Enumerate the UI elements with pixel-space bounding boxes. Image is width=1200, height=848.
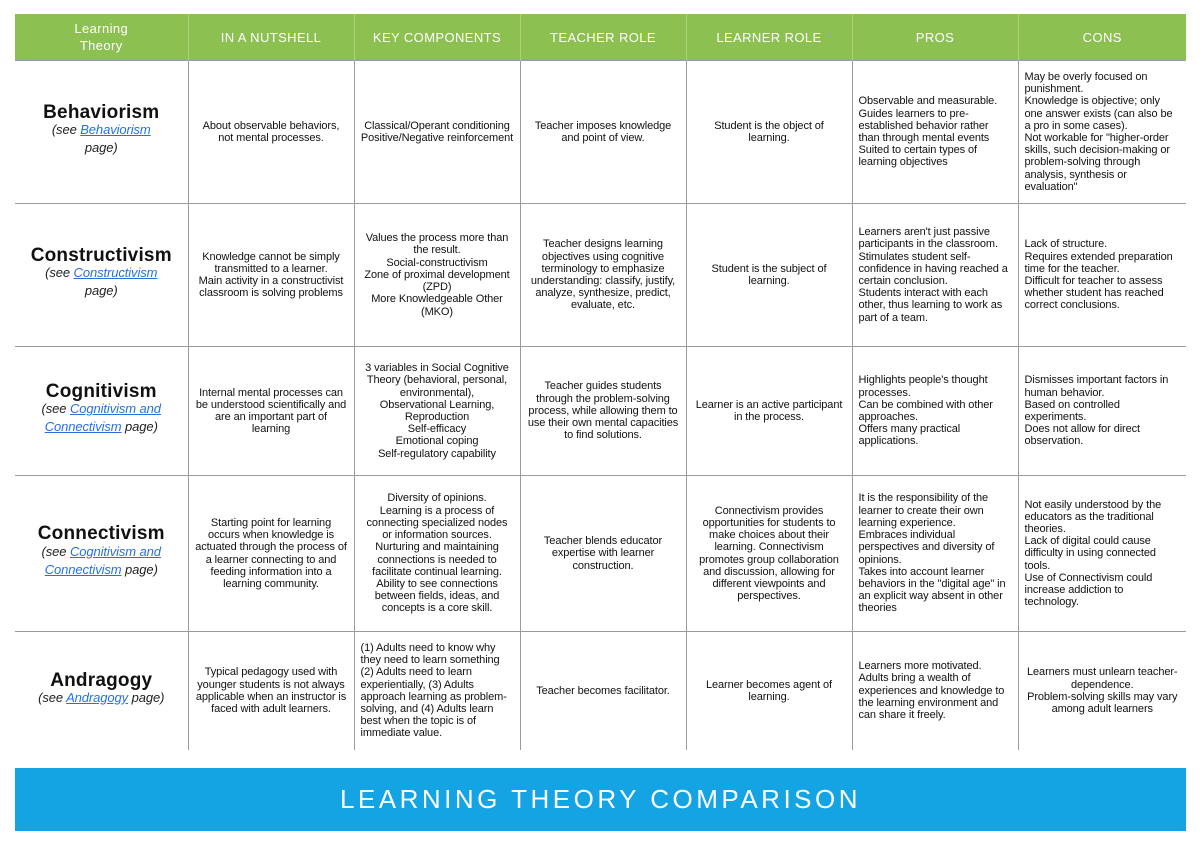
cons-cell: May be overly focused on punishment. Knowledge is objective; only one answer exists (can also be a pro in some cases). Not workable for "higher-order skills, such decision-making or problem-solving through analysis, synthesis or evaluation" bbox=[1018, 61, 1186, 204]
header-in-a-nutshell: IN A NUTSHELL bbox=[188, 14, 354, 61]
theory-name: Constructivism bbox=[30, 244, 172, 266]
header-cons: CONS bbox=[1018, 14, 1186, 61]
learner-role-cell: Learner becomes agent of learning. bbox=[686, 632, 852, 750]
page-title-banner: LEARNING THEORY COMPARISON bbox=[15, 768, 1186, 831]
teacher-role-cell: Teacher becomes facilitator. bbox=[520, 632, 686, 750]
see-prefix: (see bbox=[41, 401, 70, 417]
table-row bbox=[15, 61, 1186, 204]
teacher-role-cell: Teacher guides students through the problem-solving process, while allowing them to use their own mental capacities to find solutions. bbox=[520, 347, 686, 476]
see-suffix: page) bbox=[121, 561, 158, 577]
teacher-role-cell: Teacher designs learning objectives using cognitive terminology to emphasize understanding: classify, justify, analyze, synthesize, predict, evaluate, etc. bbox=[520, 204, 686, 347]
theory-cell bbox=[15, 61, 188, 204]
components-cell: Diversity of opinions. Learning is a process of connecting specialized nodes or information sources. Nurturing and maintaining connections is needed to facilitate continual learning. Ability to see connections between fields, ideas, and concepts is a core skill. bbox=[354, 476, 520, 632]
cons-cell: Lack of structure. Requires extended preparation time for the teacher. Difficult for teacher to assess whether student has reached correct conclusions. bbox=[1018, 204, 1186, 347]
theory-page-link[interactable]: Constructivism bbox=[73, 265, 158, 281]
theory-name: Andragogy bbox=[50, 669, 153, 691]
teacher-role-cell: Teacher blends educator expertise with learner construction. bbox=[520, 476, 686, 632]
cons-cell: Dismisses important factors in human behavior. Based on controlled experiments. Does not allow for direct observation. bbox=[1018, 347, 1186, 476]
theory-see-note bbox=[45, 265, 157, 298]
see-suffix: page) bbox=[84, 283, 118, 299]
components-cell: Values the process more than the result. Social-constructivism Zone of proximal development (ZPD) More Knowledgeable Other (MKO) bbox=[354, 204, 520, 347]
cons-cell: Learners must unlearn teacher-dependence. Problem-solving skills may vary among adult learners bbox=[1018, 632, 1186, 750]
see-suffix: page) bbox=[121, 419, 158, 435]
pros-cell: Observable and measurable. Guides learners to pre-established behavior rather than through mental events Suited to certain types of learning objectives bbox=[852, 61, 1018, 204]
see-prefix: (see bbox=[51, 122, 81, 138]
components-cell: 3 variables in Social Cognitive Theory (behavioral, personal, environmental), Observational Learning, Reproduction Self-efficacy Emotional coping Self-regulatory capability bbox=[354, 347, 520, 476]
theory-cell bbox=[15, 632, 188, 750]
nutshell-cell: Knowledge cannot be simply transmitted to a learner. Main activity in a constructivist classroom is solving problems bbox=[188, 204, 354, 347]
theory-cell bbox=[15, 204, 188, 347]
header-learning-theory: Learning Theory bbox=[15, 14, 188, 61]
theory-see-note bbox=[52, 122, 151, 155]
pros-cell: Learners more motivated. Adults bring a wealth of experiences and knowledge to the learning environment and can share it freely. bbox=[852, 632, 1018, 750]
comparison-table bbox=[15, 14, 1186, 750]
theory-page-link[interactable]: Andragogy bbox=[66, 689, 129, 705]
theory-cell bbox=[15, 476, 188, 632]
components-cell: (1) Adults need to know why they need to learn something (2) Adults need to learn experientially, (3) Adults approach learning as problem-solving, and (4) Adults learn best when the topic is of immediate value. bbox=[354, 632, 520, 750]
header-pros: PROS bbox=[852, 14, 1018, 61]
header-teacher-role: TEACHER ROLE bbox=[520, 14, 686, 61]
theory-see-note bbox=[42, 544, 161, 577]
teacher-role-cell: Teacher imposes knowledge and point of view. bbox=[520, 61, 686, 204]
see-prefix: (see bbox=[38, 689, 67, 705]
nutshell-cell: Typical pedagogy used with younger students is not always applicable when an instructor is faced with adult learners. bbox=[188, 632, 354, 750]
pros-cell: Learners aren't just passive participants in the classroom. Stimulates student self-confidence in having reached a certain conclusion. Students interact with each other, thus learning to work as part of a team. bbox=[852, 204, 1018, 347]
learner-role-cell: Learner is an active participant in the process. bbox=[686, 347, 852, 476]
theory-page-link[interactable]: Behaviorism bbox=[80, 122, 151, 138]
theory-page-link[interactable]: Cognitivism and Connectivism bbox=[44, 543, 161, 577]
header-learner-role: LEARNER ROLE bbox=[686, 14, 852, 61]
theory-see-note bbox=[38, 690, 164, 705]
theory-name: Connectivism bbox=[37, 523, 165, 545]
theory-page-link[interactable]: Cognitivism and Connectivism bbox=[44, 401, 161, 435]
see-suffix: page) bbox=[128, 689, 165, 705]
pros-cell: It is the responsibility of the learner to create their own learning experience. Embraces individual perspectives and diversity of opinions. Takes into account learner behaviors in the "digital age" in an explicit way absent in other theories bbox=[852, 476, 1018, 632]
nutshell-cell: Internal mental processes can be understood scientifically and are an important part of learning bbox=[188, 347, 354, 476]
table-row bbox=[15, 204, 1186, 347]
nutshell-cell: About observable behaviors, not mental processes. bbox=[188, 61, 354, 204]
theory-name: Cognitivism bbox=[45, 380, 157, 402]
see-prefix: (see bbox=[41, 543, 70, 559]
see-suffix: page) bbox=[84, 140, 118, 156]
header-row bbox=[15, 14, 1186, 61]
table-row bbox=[15, 347, 1186, 476]
see-prefix: (see bbox=[45, 265, 74, 281]
theory-see-note bbox=[42, 401, 161, 434]
components-cell: Classical/Operant conditioning Positive/Negative reinforcement bbox=[354, 61, 520, 204]
pros-cell: Highlights people's thought processes. Can be combined with other approaches. Offers many practical applications. bbox=[852, 347, 1018, 476]
table-row bbox=[15, 476, 1186, 632]
nutshell-cell: Starting point for learning occurs when knowledge is actuated through the process of a learner connecting to and feeding information into a learning community. bbox=[188, 476, 354, 632]
learner-role-cell: Student is the object of learning. bbox=[686, 61, 852, 204]
table-row bbox=[15, 632, 1186, 750]
learner-role-cell: Connectivism provides opportunities for students to make choices about their learning. Connectivism promotes group collaboration and discussion, allowing for different viewpoints and perspectives. bbox=[686, 476, 852, 632]
theory-name: Behaviorism bbox=[43, 101, 160, 123]
header-key-components: KEY COMPONENTS bbox=[354, 14, 520, 61]
learner-role-cell: Student is the subject of learning. bbox=[686, 204, 852, 347]
theory-cell bbox=[15, 347, 188, 476]
cons-cell: Not easily understood by the educators as the traditional theories. Lack of digital could cause difficulty in using connected tools. Use of Connectivism could increase addiction to technology. bbox=[1018, 476, 1186, 632]
